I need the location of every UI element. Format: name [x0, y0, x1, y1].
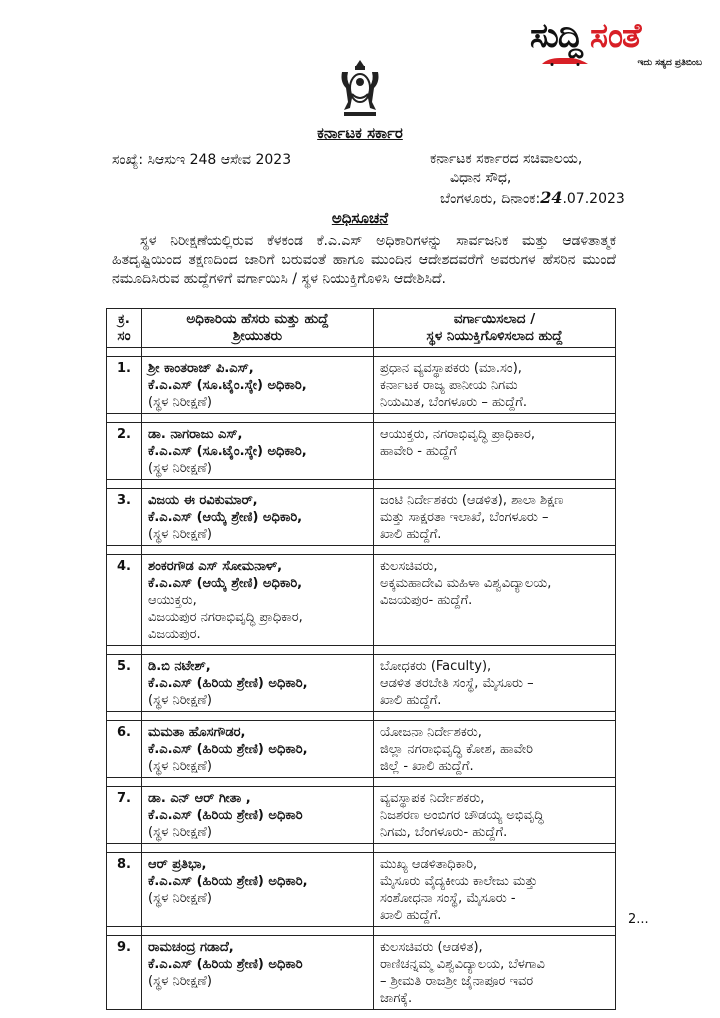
new-post-line: – ಶ್ರೀಮತಿ ರಾಜಶ್ರೀ ಜೈನಾಪೂರ ಇವರ: [380, 974, 534, 989]
row-sl: 7.: [107, 787, 142, 844]
new-post-line: ಆಡಳಿತ ತರಬೇತಿ ಸಂಸ್ಥೆ, ಮೈಸೂರು –: [380, 676, 534, 691]
header-sl-line-2: ಸಂ: [117, 328, 131, 344]
officer-status: ವಿಜಯಪುರ.: [148, 627, 201, 642]
row-new-post: [374, 853, 616, 927]
new-post-line: ಕುಲಸಚಿವರು,: [380, 559, 438, 574]
officer-name: ಡಿ.ಬಿ ನಟೇಶ್,: [148, 659, 211, 674]
date-rest: .07.2023: [562, 191, 625, 207]
officer-name: ಶ್ರೀ ಕಾಂತರಾಜ್ ಪಿ.ಎಸ್,: [148, 361, 254, 376]
page-number: 2...: [628, 912, 649, 927]
header-sl: [107, 309, 142, 348]
new-post-line: ಖಾಲಿ ಹುದ್ದೆಗೆ.: [380, 527, 442, 542]
officer-name: ರಾಮಚಂದ್ರ ಗಡಾದೆ,: [148, 940, 234, 955]
officer-designation: ಕೆ.ಎ.ಎಸ್ (ಹಿರಿಯ ಶ್ರೇಣಿ) ಅಧಿಕಾರಿ: [148, 808, 303, 823]
table-row: [107, 853, 616, 927]
new-post-line: ಕರ್ನಾಟಕ ರಾಜ್ಯ ಪಾನೀಯ ನಿಗಮ: [380, 378, 518, 393]
officer-designation: ಕೆ.ಎ.ಎಸ್ (ಹಿರಿಯ ಶ್ರೇಣಿ) ಅಧಿಕಾರಿ,: [148, 676, 308, 691]
officer-name: ಶಂಕರಗೌಡ ಎಸ್ ಸೋಮನಾಳ್,: [148, 559, 283, 574]
new-post-line: ವಿಜಯಪುರ- ಹುದ್ದೆಗೆ.: [380, 593, 473, 608]
row-officer: [142, 655, 374, 712]
new-post-line: ಖಾಲಿ ಹುದ್ದೆಗೆ.: [380, 693, 442, 708]
row-new-post: [374, 555, 616, 646]
officer-designation: ಕೆ.ಎ.ಎಸ್ (ಆಯ್ಕೆ ಶ್ರೇಣಿ) ಅಧಿಕಾರಿ,: [148, 576, 303, 591]
new-post-line: ಹಾವೇರಿ - ಹುದ್ದೆಗೆ: [380, 444, 457, 459]
officer-designation: ಕೆ.ಎ.ಎಸ್ (ಹಿರಿಯ ಶ್ರೇಣಿ) ಅಧಿಕಾರಿ,: [148, 742, 308, 757]
row-new-post: [374, 655, 616, 712]
table-row: [107, 936, 616, 1010]
officer-designation: ಕೆ.ಎ.ಎಸ್ (ಹಿರಿಯ ಶ್ರೇಣಿ) ಅಧಿಕಾರಿ,: [148, 874, 308, 889]
officer-status: (ಸ್ಥಳ ನಿರೀಕ್ಷಣೆ): [148, 759, 212, 774]
date-day-handwritten: 24: [540, 188, 563, 207]
new-post-line: ಜಿಲ್ಲೆ - ಖಾಲಿ ಹುದ್ದೆಗೆ.: [380, 759, 474, 774]
logo-word-2: ಸಂತೆ: [589, 16, 641, 56]
officer-name: ಆರ್ ಪ್ರತಿಭಾ,: [148, 857, 207, 872]
date-line: [430, 188, 625, 209]
table-row: [107, 489, 616, 546]
reference-number: ಸಂಖ್ಯೆ: ಸಿಆಸುಇ 248 ಆಸೇವ 2023: [112, 152, 292, 168]
officer-designation: ಕೆ.ಎ.ಎಸ್ (ಆಯ್ಕೆ ಶ್ರೇಣಿ) ಅಧಿಕಾರಿ,: [148, 510, 303, 525]
table-row: [107, 721, 616, 778]
row-officer: [142, 721, 374, 778]
officer-status: (ಸ್ಥಳ ನಿರೀಕ್ಷಣೆ): [148, 527, 212, 542]
new-post-line: ಆಯುಕ್ತರು, ನಗರಾಭಿವೃದ್ಧಿ ಪ್ರಾಧಿಕಾರ,: [380, 427, 535, 442]
new-post-line: ನಿಜಶರಣ ಅಂಬಿಗರ ಚೌಡಯ್ಯ ಅಭಿವೃದ್ಧಿ: [380, 808, 544, 823]
new-post-line: ನಿಗಮ, ಬೆಂಗಳೂರು- ಹುದ್ದೆಗೆ.: [380, 825, 508, 840]
car-icon: [540, 56, 590, 66]
row-sl: 9.: [107, 936, 142, 1010]
officer-status: (ಸ್ಥಳ ನಿರೀಕ್ಷಣೆ): [148, 974, 212, 989]
table-row: [107, 555, 616, 646]
row-officer: [142, 357, 374, 414]
officer-status: (ಸ್ಥಳ ನಿರೀಕ್ಷಣೆ): [148, 891, 212, 906]
header-name: [142, 309, 374, 348]
row-new-post: [374, 721, 616, 778]
table-header-row: [107, 309, 616, 348]
new-post-line: ನಿಯಮಿತ, ಬೆಂಗಳೂರು – ಹುದ್ದೆಗೆ.: [380, 395, 527, 410]
row-new-post: [374, 423, 616, 480]
new-post-line: ಸಂಶೋಧನಾ ಸಂಸ್ಥೆ, ಮೈಸೂರು -: [380, 891, 516, 906]
new-post-line: ಪ್ರಧಾನ ವ್ಯವಸ್ಥಾಪಕರು (ಮಾ.ಸಂ),: [380, 361, 522, 376]
officer-status: (ಸ್ಥಳ ನಿರೀಕ್ಷಣೆ): [148, 693, 212, 708]
sudhi-sante-logo: [530, 10, 706, 74]
officer-status: (ಸ್ಥಳ ನಿರೀಕ್ಷಣೆ): [148, 461, 212, 476]
new-post-line: ಖಾಲಿ ಹುದ್ದೆಗೆ.: [380, 908, 442, 923]
new-post-line: ಮೈಸೂರು ವೈದ್ಯಕೀಯ ಕಾಲೇಜು ಮತ್ತು: [380, 874, 538, 889]
new-post-line: ಅಕ್ಕಮಹಾದೇವಿ ಮಹಿಳಾ ವಿಶ್ವವಿದ್ಯಾಲಯ,: [380, 576, 552, 591]
new-post-line: ಜಿಲ್ಲಾ ನಗರಾಭಿವೃದ್ಧಿ ಕೋಶ, ಹಾವೇರಿ: [380, 742, 534, 757]
table-row: [107, 357, 616, 414]
row-officer: [142, 489, 374, 546]
header-name-line-1: ಅಧಿಕಾರಿಯ ಹೆಸರು ಮತ್ತು ಹುದ್ದೆ: [186, 311, 329, 327]
officer-name: ಮಮತಾ ಹೊಸಗೌಡರ,: [148, 725, 246, 740]
row-officer: [142, 853, 374, 927]
row-sl: 1.: [107, 357, 142, 414]
row-new-post: [374, 936, 616, 1010]
new-post-line: ಬೋಧಕರು (Faculty),: [380, 659, 492, 674]
row-officer: [142, 787, 374, 844]
new-post-line: ರಾಣಿಚನ್ನಮ್ಮ ವಿಶ್ವವಿದ್ಯಾಲಯ, ಬೆಳಗಾವಿ: [380, 957, 545, 972]
officer-designation: ಕೆ.ಎ.ಎಸ್ (ಸೂ.ಟೈಂ.ಸ್ಕೇ) ಅಧಿಕಾರಿ,: [148, 444, 307, 459]
officer-name: ಡಾ. ಎನ್ ಆರ್ ಗೀತಾ ,: [148, 791, 251, 806]
row-sl: 5.: [107, 655, 142, 712]
new-post-line: ಜಂಟಿ ನಿರ್ದೇಶಕರು (ಆಡಳಿತ), ಶಾಲಾ ಶಿಕ್ಷಣ: [380, 493, 564, 508]
office-line-2: ವಿಧಾನ ಸೌಧ,: [450, 170, 512, 186]
officer-status: ಆಯುಕ್ತರು,: [148, 593, 197, 608]
new-post-line: ಯೋಜನಾ ನಿರ್ದೇಶಕರು,: [380, 725, 482, 740]
row-officer: [142, 936, 374, 1010]
government-title: ಕರ್ನಾಟಕ ಸರ್ಕಾರ: [317, 124, 403, 142]
table-row: [107, 787, 616, 844]
officer-designation: ಕೆ.ಎ.ಎಸ್ (ಹಿರಿಯ ಶ್ರೇಣಿ) ಅಧಿಕಾರಿ: [148, 957, 303, 972]
officer-designation: ಕೆ.ಎ.ಎಸ್ (ಸೂ.ಟೈಂ.ಸ್ಕೇ) ಅಧಿಕಾರಿ,: [148, 378, 307, 393]
row-sl: 6.: [107, 721, 142, 778]
table-row: [107, 655, 616, 712]
officer-status: (ಸ್ಥಳ ನಿರೀಕ್ಷಣೆ): [148, 395, 212, 410]
logo-word-1: ಸುದ್ದಿ: [530, 16, 582, 56]
date-prefix: ಬೆಂಗಳೂರು, ದಿನಾಂಕ:: [440, 191, 541, 207]
row-sl: 4.: [107, 555, 142, 646]
karnataka-emblem-icon: [336, 58, 384, 118]
transfer-table: [106, 308, 616, 1010]
header-post-line-2: ಸ್ಥಳ ನಿಯುಕ್ತಿಗೊಳಿಸಲಾದ ಹುದ್ದೆ: [426, 328, 563, 344]
office-address: [430, 150, 625, 209]
officer-status: ವಿಜಯಪುರ ನಗರಾಭಿವೃದ್ಧಿ ಪ್ರಾಧಿಕಾರ,: [148, 610, 303, 625]
officer-name: ವಿಜಯ ಈ ರವಿಕುಮಾರ್,: [148, 493, 258, 508]
row-sl: 2.: [107, 423, 142, 480]
row-new-post: [374, 357, 616, 414]
table-row: [107, 423, 616, 480]
row-officer: [142, 555, 374, 646]
new-post-line: ಕುಲಸಚಿವರು (ಆಡಳಿತ),: [380, 940, 483, 955]
new-post-line: ಮತ್ತು ಸಾಕ್ಷರತಾ ಇಲಾಖೆ, ಬೆಂಗಳೂರು –: [380, 510, 549, 525]
office-line-1: ಕರ್ನಾಟಕ ಸರ್ಕಾರದ ಸಚಿವಾಲಯ,: [430, 151, 583, 167]
row-new-post: [374, 787, 616, 844]
header-post: [374, 309, 616, 348]
header-name-line-2: ಶ್ರೀಯುತರು: [232, 328, 283, 344]
header-sl-line-1: ಕ್ರ.: [118, 311, 130, 327]
row-new-post: [374, 489, 616, 546]
header-post-line-1: ವರ್ಗಾಯಿಸಲಾದ /: [453, 311, 536, 327]
notification-title: ಅಧಿಸೂಚನೆ: [331, 209, 389, 227]
row-officer: [142, 423, 374, 480]
new-post-line: ವ್ಯವಸ್ಥಾಪಕ ನಿರ್ದೇಶಕರು,: [380, 791, 485, 806]
logo-tagline: ಇದು ಸತ್ಯದ ಪ್ರತಿಬಿಂಬ: [637, 58, 702, 68]
officer-name: ಡಾ. ನಾಗರಾಜು ಎಸ್,: [148, 427, 243, 442]
row-sl: 8.: [107, 853, 142, 927]
new-post-line: ಮುಖ್ಯ ಆಡಳಿತಾಧಿಕಾರಿ,: [380, 857, 478, 872]
notification-paragraph: ಸ್ಥಳ ನಿರೀಕ್ಷಣೆಯಲ್ಲಿರುವ ಕೆಳಕಂಡ ಕೆ.ಎ.ಎಸ್ ಅಧಿಕಾರಿಗಳನ್ನು ಸಾರ್ವಜನಿಕ ಮತ್ತು ಆಡಳಿತಾತ್ಮಕ ಹಿತದೃಷ್ಟಿಯಿಂದ ತಕ್ಷಣದಿಂದ ಜಾರಿಗೆ ಬರುವಂತೆ ಹಾಗೂ ಮುಂದಿನ ಆದೇಶದವರೆಗೆ ಅವರುಗಳ ಹೆಸರಿನ ಮುಂದೆ ನಮೂದಿಸಿರುವ ಹುದ್ದೆಗಳಿಗೆ ವರ್ಗಾಯಿಸಿ / ಸ್ಥಳ ನಿಯುಕ್ತಿಗೊಳಿಸಿ ಆದೇಶಿಸಿದೆ.: [112, 233, 616, 287]
officer-status: (ಸ್ಥಳ ನಿರೀಕ್ಷಣೆ): [148, 825, 212, 840]
new-post-line: ಜಾಗಕ್ಕೆ.: [380, 991, 413, 1006]
row-sl: 3.: [107, 489, 142, 546]
